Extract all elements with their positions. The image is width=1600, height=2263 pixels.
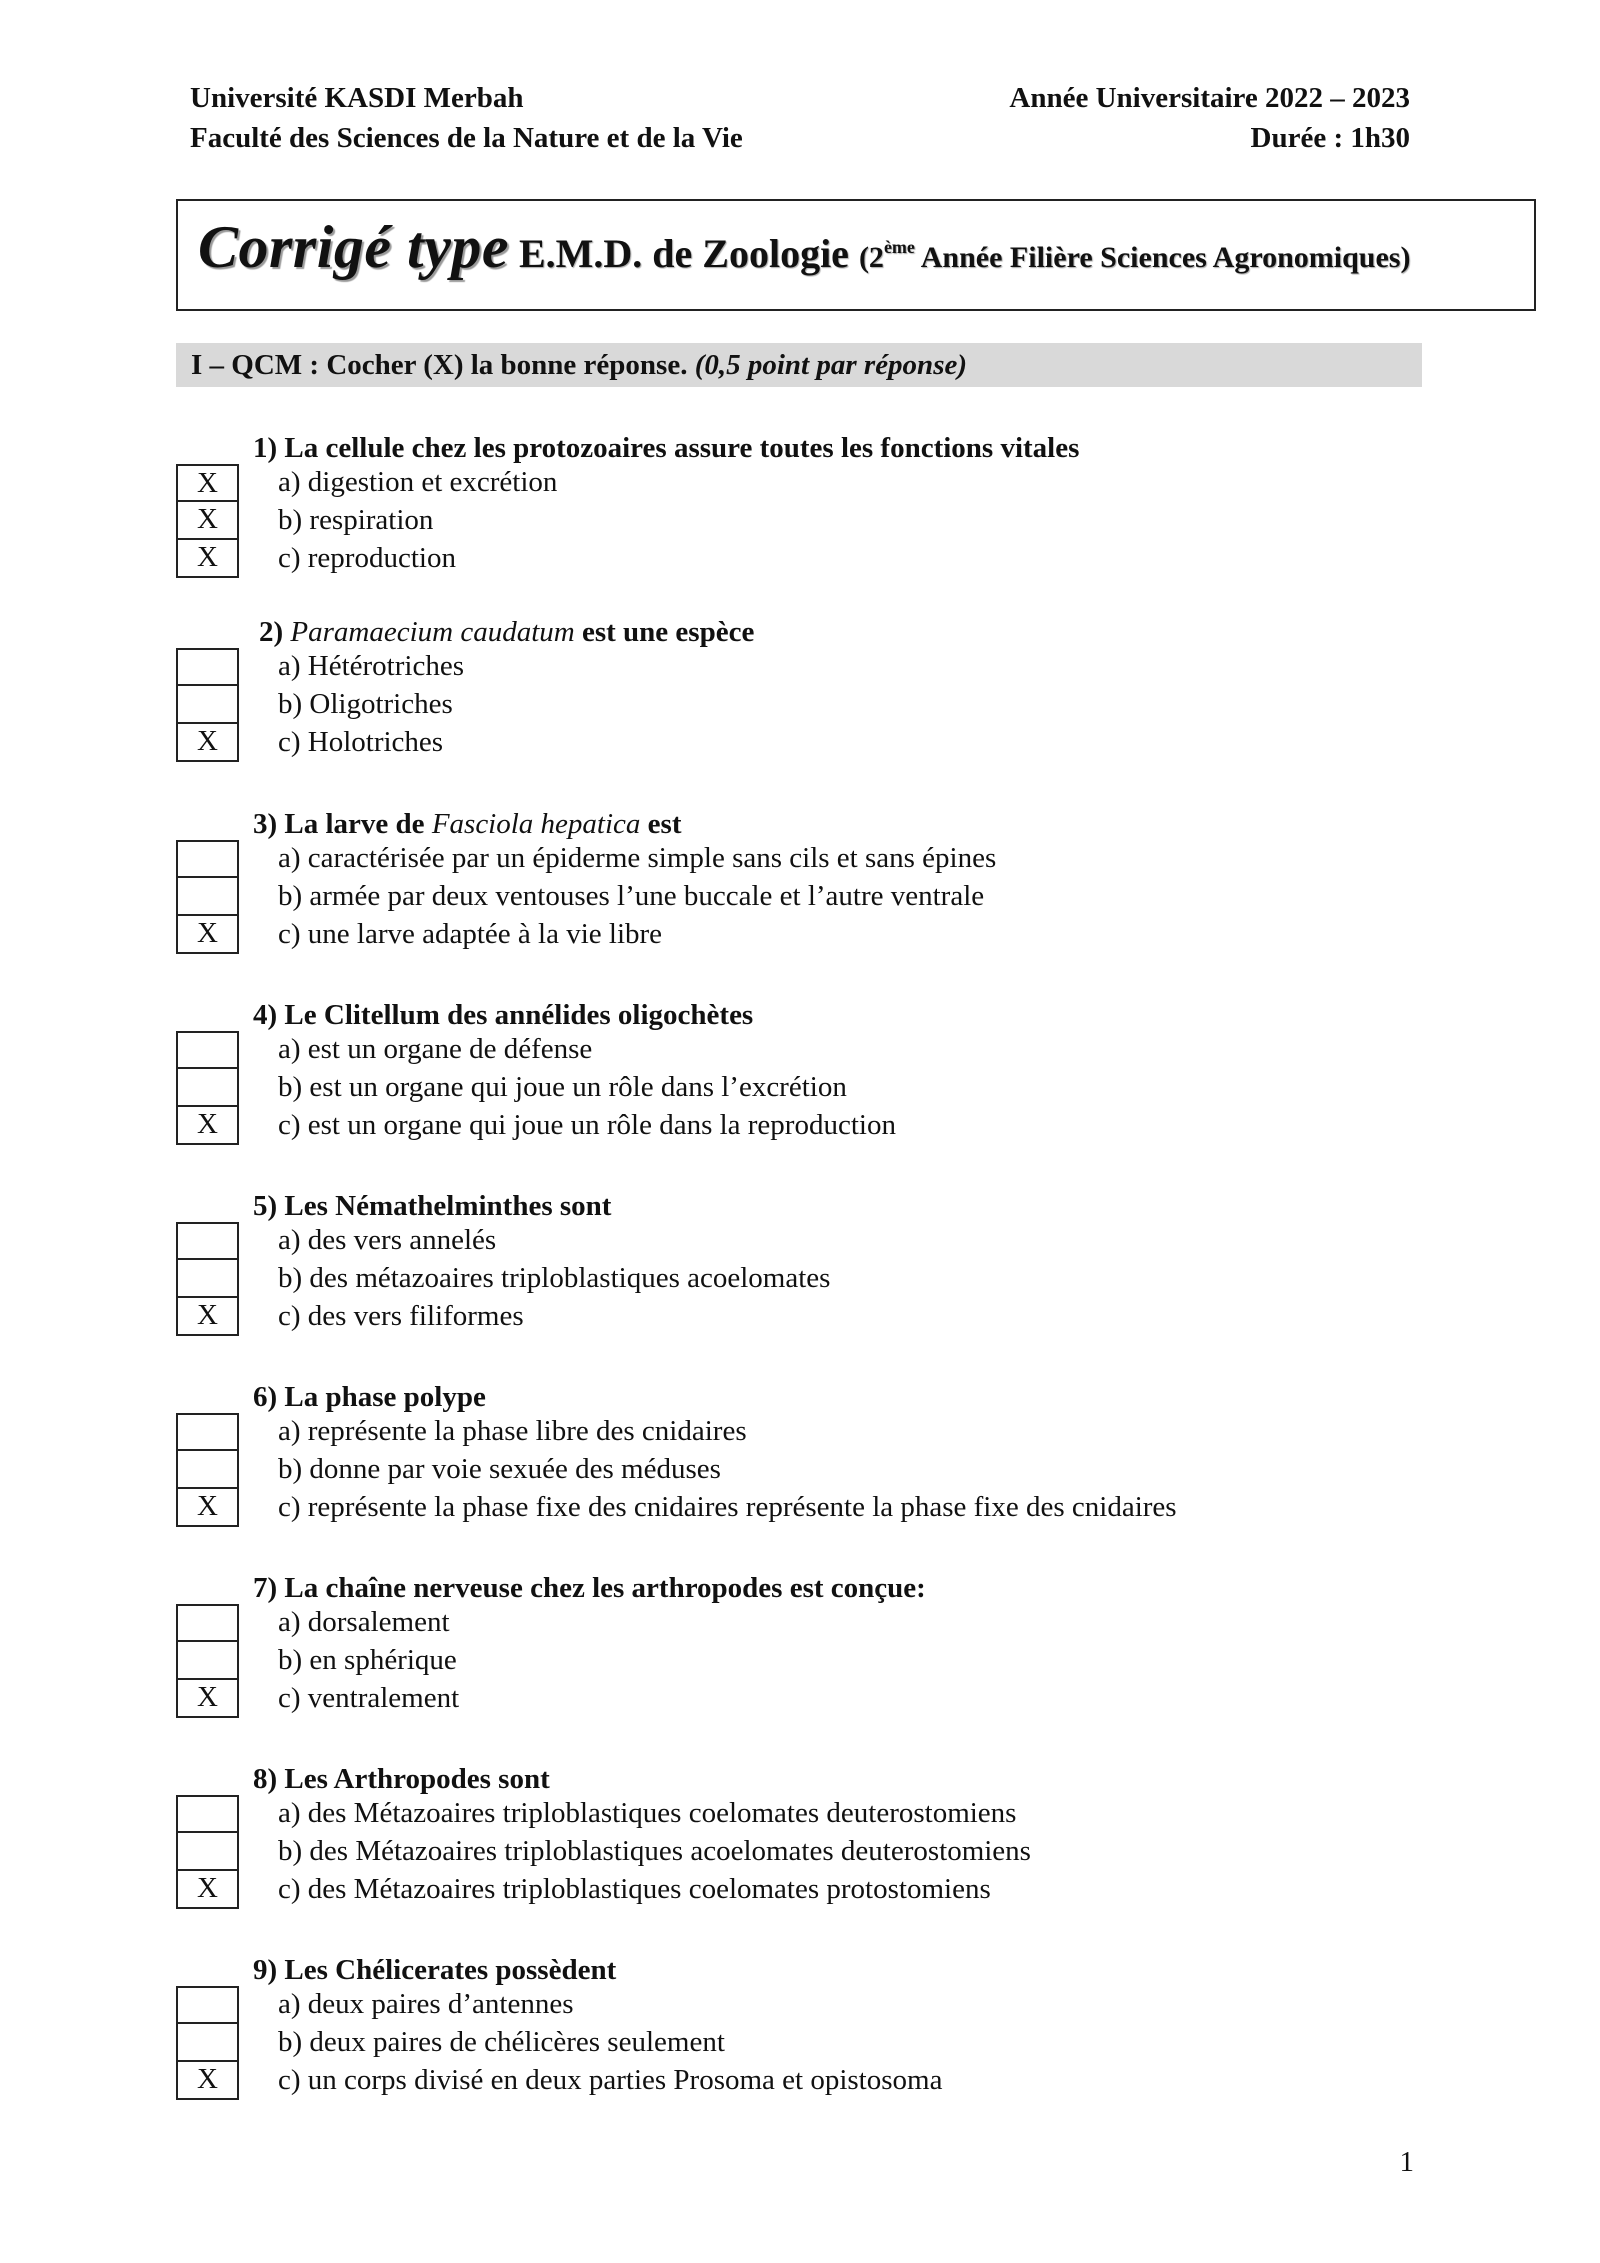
title-level	[858, 237, 1411, 274]
answer-text: a) Hétérotriches	[278, 650, 464, 682]
question-title	[253, 1952, 616, 1988]
answer-option	[0, 502, 1600, 540]
answer-text: c) un corps divisé en deux parties Prosoma et opistosoma	[278, 2064, 943, 2096]
answer-checkbox[interactable]	[176, 1069, 239, 1107]
page-title	[198, 213, 1410, 282]
question-text: 8) Les Arthropodes sont	[253, 1763, 550, 1795]
answer-text: a) représente la phase libre des cnidaires	[278, 1415, 747, 1447]
question-title	[259, 614, 754, 650]
answer-option	[0, 1642, 1600, 1680]
answer-checkbox[interactable]	[176, 2062, 239, 2100]
question-text: est une espèce	[574, 616, 755, 648]
title-level-rest: Année Filière Sciences Agronomiques)	[914, 241, 1411, 274]
answer-checkbox[interactable]	[176, 1642, 239, 1680]
answer-checkbox[interactable]	[176, 916, 239, 954]
question-text: 4) Le Clitellum des annélides oligochètes	[253, 999, 754, 1031]
answer-option	[0, 1871, 1600, 1909]
title-box	[176, 199, 1536, 311]
question-title	[253, 806, 681, 842]
question-text: 5) Les Némathelminthes sont	[253, 1190, 612, 1222]
answer-text: a) est un organe de défense	[278, 1033, 593, 1065]
header-left	[190, 80, 743, 160]
species-name: Fasciola hepatica	[431, 808, 641, 840]
answer-option	[0, 1833, 1600, 1871]
question-title	[253, 1761, 550, 1797]
answer-text: a) deux paires d’antennes	[278, 1988, 574, 2020]
answer-checkbox[interactable]	[176, 1604, 239, 1642]
answer-text: b) armée par deux ventouses l’une buccale et l’autre ventrale	[278, 880, 985, 912]
answer-option	[0, 1260, 1600, 1298]
answer-text: b) en sphérique	[278, 1644, 457, 1676]
question-text: 6) La phase polype	[253, 1381, 486, 1413]
answer-option	[0, 916, 1600, 954]
answer-option	[0, 1107, 1600, 1145]
answer-checkbox[interactable]	[176, 1489, 239, 1527]
answer-checkbox[interactable]	[176, 502, 239, 540]
answer-option	[0, 1298, 1600, 1336]
answer-option	[0, 840, 1600, 878]
question-title	[253, 430, 1079, 466]
answer-option	[0, 1413, 1600, 1451]
check-mark: X	[197, 1872, 218, 1904]
check-mark: X	[197, 541, 218, 573]
answer-text: c) une larve adaptée à la vie libre	[278, 918, 663, 950]
check-mark: X	[197, 917, 218, 949]
answer-option	[0, 1986, 1600, 2024]
answer-option	[0, 648, 1600, 686]
check-mark: X	[197, 503, 218, 535]
answer-checkbox[interactable]	[176, 686, 239, 724]
question-text: 2)	[259, 616, 291, 648]
check-mark: X	[197, 1108, 218, 1140]
university-name: Université KASDI Merbah	[190, 82, 524, 114]
check-mark: X	[197, 467, 218, 499]
answer-text: c) Holotriches	[278, 726, 444, 758]
answer-checkbox[interactable]	[176, 1680, 239, 1718]
answer-checkbox[interactable]	[176, 1031, 239, 1069]
answer-checkbox[interactable]	[176, 2024, 239, 2062]
answer-checkbox[interactable]	[176, 540, 239, 578]
answer-text: c) ventralement	[278, 1682, 460, 1714]
answer-checkbox[interactable]	[176, 1833, 239, 1871]
answer-text: c) des vers filiformes	[278, 1300, 524, 1332]
answer-checkbox[interactable]	[176, 1451, 239, 1489]
section-label: I – QCM : Cocher (X) la bonne réponse.	[191, 349, 688, 381]
answer-checkbox[interactable]	[176, 648, 239, 686]
answer-checkbox[interactable]	[176, 1986, 239, 2024]
title-level-sup: ème	[883, 237, 915, 257]
answer-checkbox[interactable]	[176, 878, 239, 916]
answer-text: c) est un organe qui joue un rôle dans la reproduction	[278, 1109, 896, 1141]
answer-text: a) des Métazoaires triploblastiques coelomates deuterostomiens	[278, 1797, 1017, 1829]
question-title	[253, 1379, 486, 1415]
header-right	[1009, 80, 1410, 160]
answer-text: b) deux paires de chélicères seulement	[278, 2026, 725, 2058]
answer-option	[0, 1680, 1600, 1718]
answer-text: b) est un organe qui joue un rôle dans l’excrétion	[278, 1071, 847, 1103]
check-mark: X	[197, 1490, 218, 1522]
answer-text: b) des métazoaires triploblastiques acoelomates	[278, 1262, 831, 1294]
answer-option	[0, 2024, 1600, 2062]
answer-option	[0, 540, 1600, 578]
answer-option	[0, 686, 1600, 724]
exam-duration: Durée : 1h30	[1250, 122, 1410, 154]
answer-checkbox[interactable]	[176, 1413, 239, 1451]
answer-text: a) dorsalement	[278, 1606, 450, 1638]
answer-option	[0, 1031, 1600, 1069]
answer-option	[0, 1222, 1600, 1260]
page-number: 1	[1399, 2146, 1414, 2178]
answer-option	[0, 1604, 1600, 1642]
answer-text: b) respiration	[278, 504, 434, 536]
answer-option	[0, 2062, 1600, 2100]
question-text: est	[640, 808, 682, 840]
answer-option	[0, 464, 1600, 502]
answer-option	[0, 1069, 1600, 1107]
answer-checkbox[interactable]	[176, 1107, 239, 1145]
answer-option	[0, 1451, 1600, 1489]
faculty-name: Faculté des Sciences de la Nature et de la Vie	[190, 122, 743, 154]
answer-text: a) caractérisée par un épiderme simple sans cils et sans épines	[278, 842, 997, 874]
academic-year: Année Universitaire 2022 – 2023	[1009, 82, 1410, 114]
section-note: (0,5 point par réponse)	[694, 349, 968, 381]
check-mark: X	[197, 1681, 218, 1713]
answer-checkbox[interactable]	[176, 1795, 239, 1833]
answer-option	[0, 724, 1600, 762]
question-text: 9) Les Chélicerates possèdent	[253, 1954, 617, 1986]
answer-text: c) représente la phase fixe des cnidaires représente la phase fixe des cnidaires	[278, 1491, 1177, 1523]
answer-checkbox[interactable]	[176, 724, 239, 762]
section-heading	[176, 343, 1422, 387]
question-title	[253, 997, 753, 1033]
answer-text: c) des Métazoaires triploblastiques coelomates protostomiens	[278, 1873, 991, 1905]
answer-option	[0, 878, 1600, 916]
answer-option	[0, 1795, 1600, 1833]
answer-text: b) donne par voie sexuée des méduses	[278, 1453, 721, 1485]
answer-checkbox[interactable]	[176, 1222, 239, 1260]
answer-text: b) Oligotriches	[278, 688, 453, 720]
question-title	[253, 1570, 926, 1606]
answer-checkbox[interactable]	[176, 1871, 239, 1909]
answer-text: b) des Métazoaires triploblastiques acoelomates deuterostomiens	[278, 1835, 1031, 1867]
answer-checkbox[interactable]	[176, 464, 239, 502]
question-text: 1) La cellule chez les protozoaires assure toutes les fonctions vitales	[253, 432, 1080, 464]
check-mark: X	[197, 725, 218, 757]
check-mark: X	[197, 2063, 218, 2095]
species-name: Paramaecium caudatum	[290, 616, 575, 648]
answer-text: a) des vers annelés	[278, 1224, 497, 1256]
answer-text: c) reproduction	[278, 542, 456, 574]
answer-checkbox[interactable]	[176, 1298, 239, 1336]
title-exam: E.M.D. de Zoologie	[518, 231, 849, 276]
answer-checkbox[interactable]	[176, 840, 239, 878]
answer-text: a) digestion et excrétion	[278, 466, 558, 498]
check-mark: X	[197, 1299, 218, 1331]
answer-checkbox[interactable]	[176, 1260, 239, 1298]
question-text: 3) La larve de	[253, 808, 432, 840]
question-title	[253, 1188, 611, 1224]
title-corrige: Corrigé type	[198, 214, 509, 280]
answer-option	[0, 1489, 1600, 1527]
question-text: 7) La chaîne nerveuse chez les arthropodes est conçue:	[253, 1572, 926, 1604]
title-level-open: (2	[858, 241, 884, 274]
